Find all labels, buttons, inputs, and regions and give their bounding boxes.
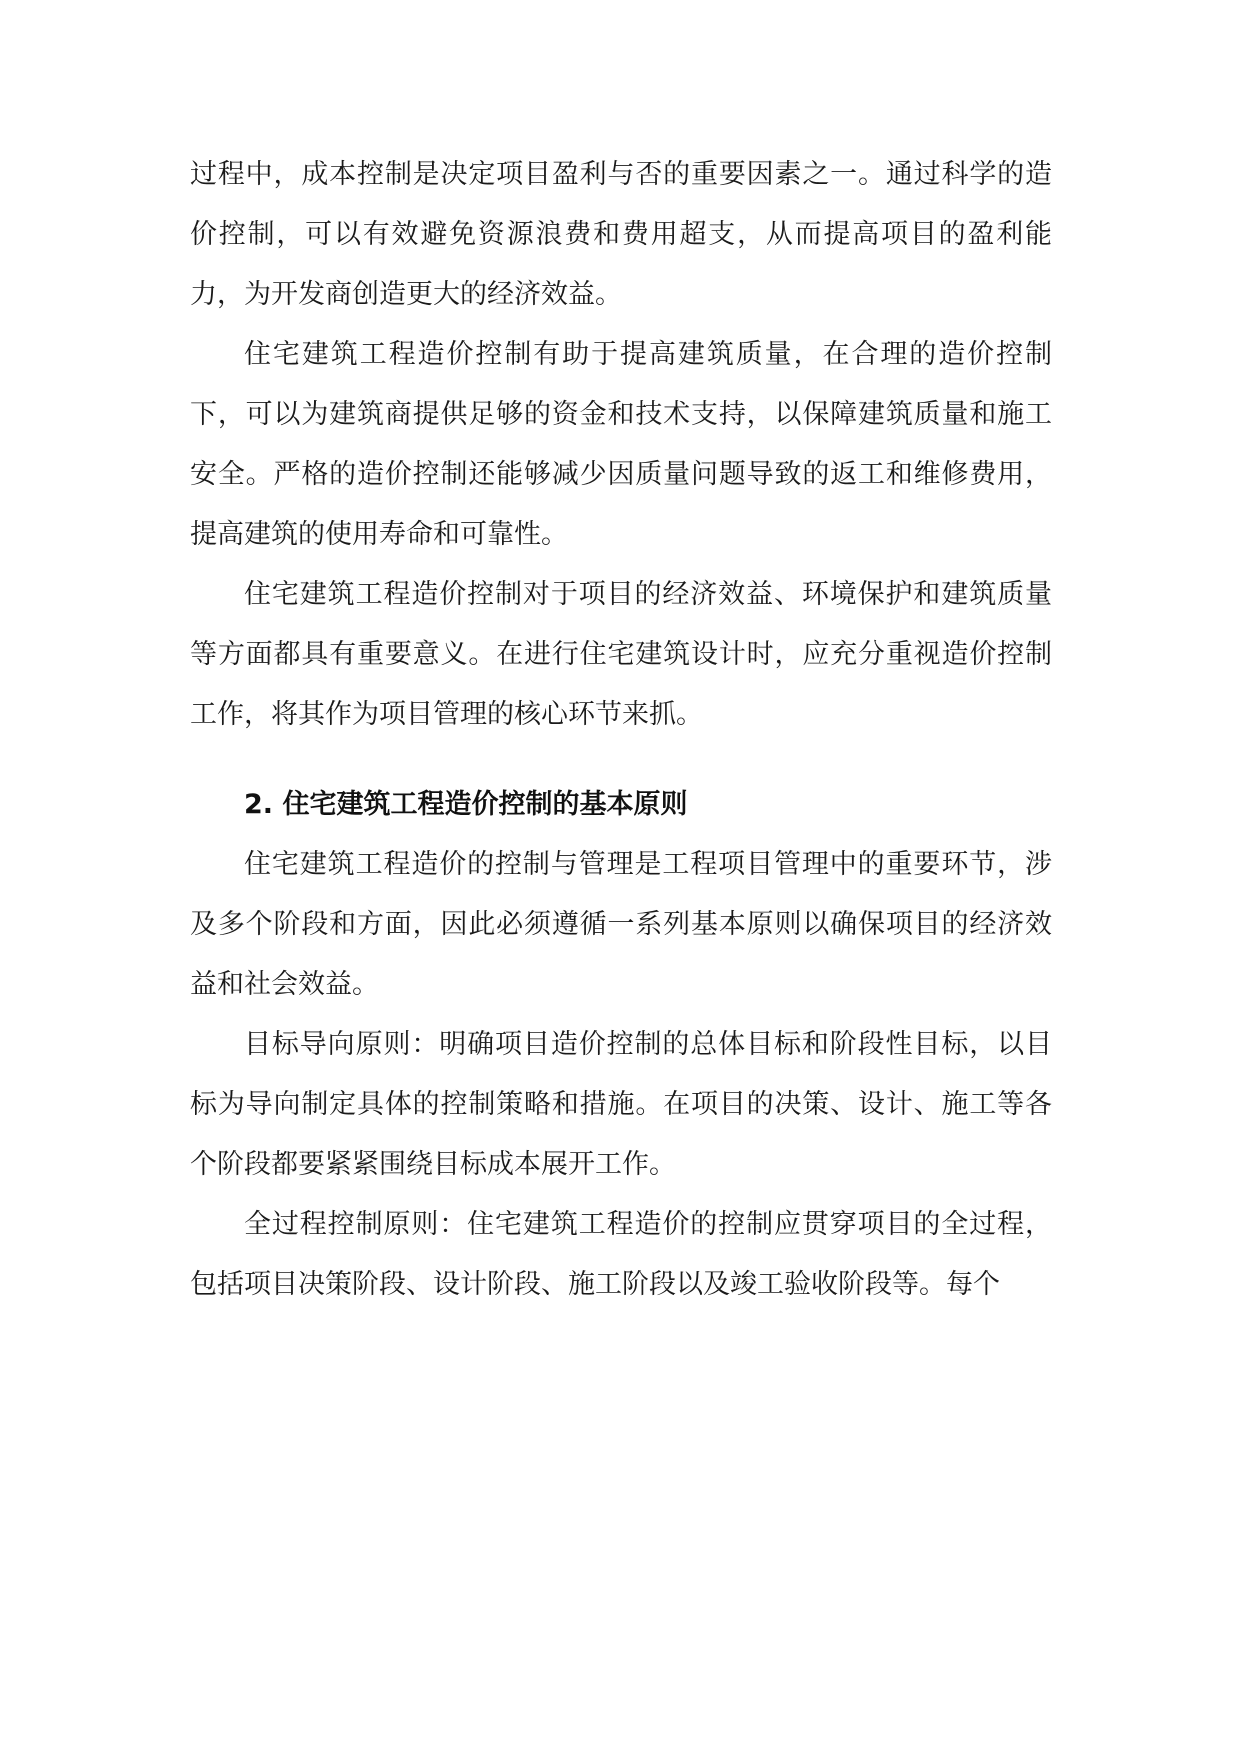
paragraph: 住宅建筑工程造价控制有助于提高建筑质量，在合理的造价控制下，可以为建筑商提供足够的资金和技术支持，以保障建筑质量和施工安全。严格的造价控制还能够减少因质量问题导致的返工和维修费用，提高建筑的使用寿命和可靠性。 [190, 339, 1052, 550]
paragraph: 全过程控制原则：住宅建筑工程造价的控制应贯穿项目的全过程，包括项目决策阶段、设计阶段、施工阶段以及竣工验收阶段等。每个 [190, 1209, 1052, 1300]
paragraph-continued: 过程中，成本控制是决定项目盈利与否的重要因素之一。通过科学的造价控制，可以有效避免资源浪费和费用超支，从而提高项目的盈利能力，为开发商创造更大的经济效益。 [190, 159, 1052, 310]
document-body [190, 145, 1052, 1315]
paragraph: 住宅建筑工程造价控制对于项目的经济效益、环境保护和建筑质量等方面都具有重要意义。在进行住宅建筑设计时，应充分重视造价控制工作，将其作为项目管理的核心环节来抓。 [190, 579, 1052, 730]
paragraph: 住宅建筑工程造价的控制与管理是工程项目管理中的重要环节，涉及多个阶段和方面，因此必须遵循一系列基本原则以确保项目的经济效益和社会效益。 [190, 849, 1052, 1000]
section-heading: 2. 住宅建筑工程造价控制的基本原则 [244, 789, 688, 820]
paragraph: 目标导向原则：明确项目造价控制的总体目标和阶段性目标，以目标为导向制定具体的控制策略和措施。在项目的决策、设计、施工等各个阶段都要紧紧围绕目标成本展开工作。 [190, 1029, 1052, 1180]
